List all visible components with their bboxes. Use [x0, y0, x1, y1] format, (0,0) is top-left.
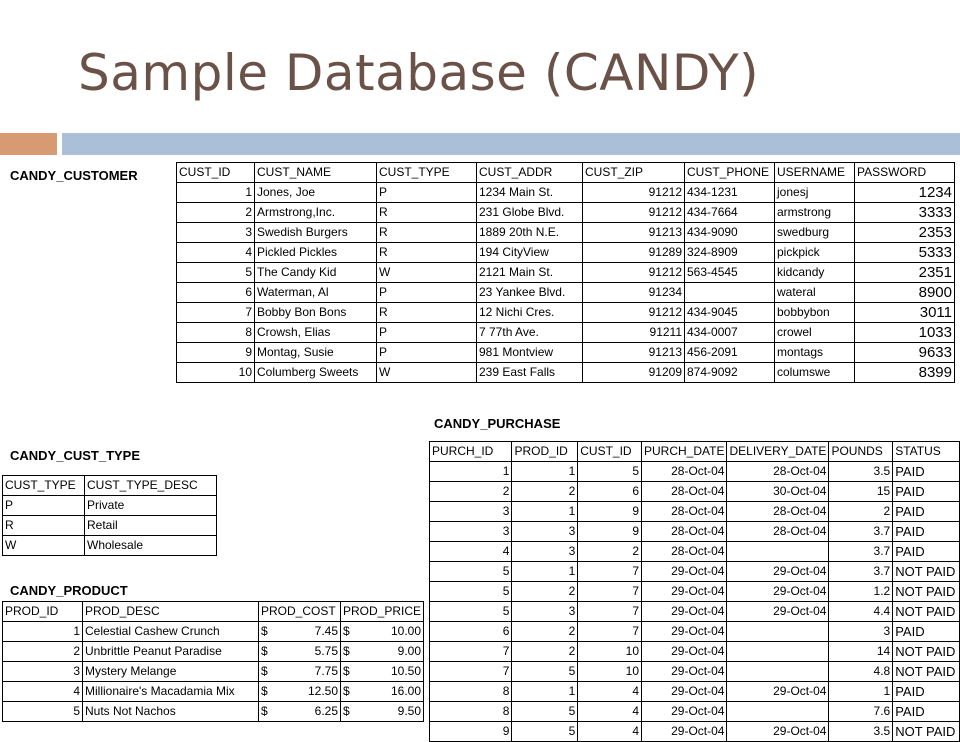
table-cell: pickpick: [775, 243, 855, 263]
currency-value: 10.50: [391, 664, 422, 678]
table-cell: 91212: [583, 203, 685, 223]
table-cell: 1: [829, 682, 893, 702]
table-cell: 7: [578, 622, 642, 642]
currency-symbol: $: [343, 624, 350, 638]
table-cell: PAID: [893, 522, 960, 542]
table-cell: 91212: [583, 263, 685, 283]
table-header-row: [3, 476, 217, 496]
table-row: [430, 662, 960, 682]
currency-symbol: $: [261, 684, 268, 698]
table-row: [430, 722, 960, 742]
table-cell: 2: [578, 542, 642, 562]
currency-symbol: $: [343, 664, 350, 678]
table-cell: 4: [430, 542, 512, 562]
table-cell: 10: [578, 642, 642, 662]
table-cell: Wholesale: [85, 536, 217, 556]
table-cell: [727, 622, 829, 642]
table-cell: 29-Oct-04: [642, 562, 727, 582]
product-table-label: CANDY_PRODUCT: [10, 583, 128, 598]
table-cell: P: [377, 183, 477, 203]
currency-symbol: $: [261, 644, 268, 658]
table-cell: 7: [177, 303, 255, 323]
column-header: CUST_TYPE: [377, 163, 477, 183]
column-header: DELIVERY_DATE: [727, 442, 829, 462]
table-cell: 3: [829, 622, 893, 642]
table-cell: [727, 542, 829, 562]
table-cell: 434-9045: [685, 303, 775, 323]
table-cell: 28-Oct-04: [727, 502, 829, 522]
table-cell: 28-Oct-04: [642, 522, 727, 542]
table-row: [177, 243, 955, 263]
table-cell: 5: [430, 602, 512, 622]
table-cell: W: [3, 536, 85, 556]
table-cell: 563-4545: [685, 263, 775, 283]
table-header-row: [177, 163, 955, 183]
table-cell: 29-Oct-04: [727, 582, 829, 602]
table-cell: 239 East Falls: [477, 363, 583, 383]
table-cell: 2: [177, 203, 255, 223]
table-cell: 5: [430, 562, 512, 582]
table-cell: 5: [3, 702, 83, 722]
column-header: CUST_ID: [578, 442, 642, 462]
table-cell: 29-Oct-04: [642, 702, 727, 722]
table-cell: 3.7: [829, 562, 893, 582]
currency-symbol: $: [343, 644, 350, 658]
table-cell: 2351: [855, 263, 955, 283]
table-cell: W: [377, 263, 477, 283]
table-row: [177, 203, 955, 223]
currency-symbol: $: [261, 664, 268, 678]
page-title: Sample Database (CANDY): [78, 44, 760, 102]
table-cell: 6: [177, 283, 255, 303]
table-cell: 4: [3, 682, 83, 702]
table-cell: 7: [578, 602, 642, 622]
table-row: [430, 542, 960, 562]
column-header: POUNDS: [829, 442, 893, 462]
table-cell: R: [377, 223, 477, 243]
column-header: PURCH_ID: [430, 442, 512, 462]
table-cell: 23 Yankee Blvd.: [477, 283, 583, 303]
table-cell: 28-Oct-04: [642, 542, 727, 562]
table-row: [3, 642, 424, 662]
cust-type-table: [2, 475, 217, 556]
table-cell: PAID: [893, 462, 960, 482]
table-cell: 874-9092: [685, 363, 775, 383]
table-cell: 29-Oct-04: [642, 722, 727, 742]
accent-bar-orange: [0, 133, 57, 155]
table-row: [177, 343, 955, 363]
table-cell: 5: [430, 582, 512, 602]
table-cell: 8: [430, 702, 512, 722]
table-cell: 5: [512, 702, 578, 722]
table-cell: 2: [512, 482, 578, 502]
table-row: [430, 482, 960, 502]
table-cell: 91289: [583, 243, 685, 263]
table-row: [3, 622, 424, 642]
table-cell: R: [377, 243, 477, 263]
table-cell: 28-Oct-04: [642, 502, 727, 522]
table-cell: 4: [177, 243, 255, 263]
table-row: [177, 183, 955, 203]
table-cell: 3011: [855, 303, 955, 323]
column-header: PASSWORD: [855, 163, 955, 183]
column-header: PURCH_DATE: [642, 442, 727, 462]
table-cell: 231 Globe Blvd.: [477, 203, 583, 223]
table-cell: 3: [430, 522, 512, 542]
table-cell: 5: [177, 263, 255, 283]
column-header: CUST_PHONE: [685, 163, 775, 183]
table-cell: [727, 702, 829, 722]
table-cell: 1033: [855, 323, 955, 343]
table-row: [177, 223, 955, 243]
table-cell: 9: [578, 522, 642, 542]
table-cell: 2: [512, 622, 578, 642]
currency-symbol: $: [261, 704, 268, 718]
table-row: [430, 622, 960, 642]
table-cell: 29-Oct-04: [642, 642, 727, 662]
table-cell: 91211: [583, 323, 685, 343]
table-row: [430, 462, 960, 482]
table-cell: 4: [578, 702, 642, 722]
table-cell: 4.8: [829, 662, 893, 682]
table-cell: 28-Oct-04: [727, 522, 829, 542]
table-cell: 324-8909: [685, 243, 775, 263]
table-row: [430, 502, 960, 522]
column-header: STATUS: [893, 442, 960, 462]
table-cell: P: [377, 283, 477, 303]
table-row: [430, 702, 960, 722]
table-cell: 29-Oct-04: [727, 562, 829, 582]
table-cell: 1: [430, 462, 512, 482]
table-cell: 5: [512, 722, 578, 742]
customer-table-label: CANDY_CUSTOMER: [10, 168, 138, 183]
table-cell: [259, 662, 341, 682]
cust-type-table-label: CANDY_CUST_TYPE: [10, 448, 141, 463]
table-cell: Nuts Not Nachos: [83, 702, 259, 722]
table-cell: Columberg Sweets: [255, 363, 377, 383]
table-header-row: [3, 602, 424, 622]
table-cell: Waterman, Al: [255, 283, 377, 303]
table-cell: bobbybon: [775, 303, 855, 323]
table-cell: 434-1231: [685, 183, 775, 203]
table-cell: 5: [578, 462, 642, 482]
table-cell: 456-2091: [685, 343, 775, 363]
table-cell: 10: [578, 662, 642, 682]
table-cell: Montag, Susie: [255, 343, 377, 363]
table-cell: 29-Oct-04: [642, 582, 727, 602]
table-cell: kidcandy: [775, 263, 855, 283]
table-cell: 2: [430, 482, 512, 502]
column-header: CUST_ADDR: [477, 163, 583, 183]
table-cell: 4: [578, 682, 642, 702]
table-cell: montags: [775, 343, 855, 363]
currency-value: 12.50: [307, 684, 338, 698]
table-cell: 5: [512, 662, 578, 682]
table-cell: P: [377, 343, 477, 363]
table-cell: 8: [430, 682, 512, 702]
table-cell: 1: [512, 502, 578, 522]
table-cell: 2: [512, 642, 578, 662]
table-cell: 8: [177, 323, 255, 343]
table-cell: [727, 642, 829, 662]
table-cell: 3.5: [829, 462, 893, 482]
table-cell: 91212: [583, 303, 685, 323]
table-cell: PAID: [893, 542, 960, 562]
table-cell: NOT PAID: [893, 602, 960, 622]
table-cell: 3: [430, 502, 512, 522]
table-header-row: [430, 442, 960, 462]
table-cell: 3: [512, 542, 578, 562]
table-cell: [259, 622, 341, 642]
table-cell: 29-Oct-04: [727, 722, 829, 742]
table-cell: 9: [578, 502, 642, 522]
table-cell: 3: [3, 662, 83, 682]
table-row: [3, 702, 424, 722]
product-table: [2, 601, 424, 722]
currency-value: 9.00: [397, 644, 422, 658]
table-row: [430, 682, 960, 702]
table-cell: [259, 682, 341, 702]
table-cell: 2: [512, 582, 578, 602]
table-cell: 1: [512, 682, 578, 702]
table-cell: Mystery Melange: [83, 662, 259, 682]
table-cell: 30-Oct-04: [727, 482, 829, 502]
table-cell: R: [377, 303, 477, 323]
table-cell: swedburg: [775, 223, 855, 243]
table-row: [430, 582, 960, 602]
column-header: PROD_ID: [3, 602, 83, 622]
currency-value: 7.75: [314, 664, 338, 678]
table-cell: 29-Oct-04: [642, 602, 727, 622]
table-cell: 9633: [855, 343, 955, 363]
column-header: USERNAME: [775, 163, 855, 183]
table-cell: 29-Oct-04: [727, 682, 829, 702]
table-cell: 6: [578, 482, 642, 502]
table-cell: 2121 Main St.: [477, 263, 583, 283]
table-cell: [727, 662, 829, 682]
table-cell: PAID: [893, 502, 960, 522]
table-cell: 3: [512, 602, 578, 622]
table-cell: 29-Oct-04: [642, 682, 727, 702]
table-cell: [341, 682, 424, 702]
table-cell: 2: [829, 502, 893, 522]
table-cell: Swedish Burgers: [255, 223, 377, 243]
table-cell: Private: [85, 496, 217, 516]
table-cell: NOT PAID: [893, 582, 960, 602]
table-cell: 3.5: [829, 722, 893, 742]
table-cell: NOT PAID: [893, 562, 960, 582]
table-cell: [259, 702, 341, 722]
table-cell: PAID: [893, 702, 960, 722]
table-cell: wateral: [775, 283, 855, 303]
column-header: PROD_PRICE: [341, 602, 424, 622]
table-cell: 1.2: [829, 582, 893, 602]
currency-symbol: $: [261, 624, 268, 638]
column-header: CUST_ZIP: [583, 163, 685, 183]
table-cell: [341, 702, 424, 722]
table-cell: 28-Oct-04: [727, 462, 829, 482]
currency-value: 6.25: [314, 704, 338, 718]
table-cell: 4: [578, 722, 642, 742]
currency-symbol: $: [343, 704, 350, 718]
table-cell: 7: [430, 642, 512, 662]
table-cell: crowel: [775, 323, 855, 343]
table-cell: R: [377, 203, 477, 223]
currency-value: 7.45: [314, 624, 338, 638]
table-cell: 3: [512, 522, 578, 542]
table-cell: R: [3, 516, 85, 536]
table-cell: 1: [177, 183, 255, 203]
currency-value: 5.75: [314, 644, 338, 658]
table-cell: 7: [578, 562, 642, 582]
table-row: [3, 662, 424, 682]
table-cell: [259, 642, 341, 662]
column-header: CUST_TYPE_DESC: [85, 476, 217, 496]
table-cell: 91234: [583, 283, 685, 303]
table-cell: columswe: [775, 363, 855, 383]
table-cell: Bobby Bon Bons: [255, 303, 377, 323]
table-cell: 6: [430, 622, 512, 642]
column-header: PROD_ID: [512, 442, 578, 462]
table-cell: PAID: [893, 682, 960, 702]
table-row: [177, 283, 955, 303]
table-cell: [341, 642, 424, 662]
table-cell: 434-9090: [685, 223, 775, 243]
customer-table: [176, 162, 955, 383]
table-cell: PAID: [893, 622, 960, 642]
table-cell: 3.7: [829, 542, 893, 562]
table-cell: 1889 20th N.E.: [477, 223, 583, 243]
table-cell: 91212: [583, 183, 685, 203]
table-cell: 1234 Main St.: [477, 183, 583, 203]
table-cell: Retail: [85, 516, 217, 536]
table-cell: 7.6: [829, 702, 893, 722]
table-cell: 8399: [855, 363, 955, 383]
table-cell: jonesj: [775, 183, 855, 203]
table-cell: The Candy Kid: [255, 263, 377, 283]
table-cell: 9: [430, 722, 512, 742]
table-row: [3, 682, 424, 702]
table-cell: 7 77th Ave.: [477, 323, 583, 343]
table-cell: 8900: [855, 283, 955, 303]
table-cell: NOT PAID: [893, 662, 960, 682]
table-cell: P: [3, 496, 85, 516]
table-cell: [341, 622, 424, 642]
table-cell: Pickled Pickles: [255, 243, 377, 263]
table-row: [177, 263, 955, 283]
table-row: [177, 323, 955, 343]
table-cell: Millionaire's Macadamia Mix: [83, 682, 259, 702]
table-cell: Unbrittle Peanut Paradise: [83, 642, 259, 662]
table-cell: 29-Oct-04: [642, 622, 727, 642]
table-cell: 1234: [855, 183, 955, 203]
column-header: CUST_NAME: [255, 163, 377, 183]
table-row: [430, 642, 960, 662]
table-cell: 1: [512, 562, 578, 582]
column-header: PROD_DESC: [83, 602, 259, 622]
table-cell: P: [377, 323, 477, 343]
table-cell: 29-Oct-04: [642, 662, 727, 682]
table-cell: [341, 662, 424, 682]
table-cell: NOT PAID: [893, 642, 960, 662]
table-row: [3, 496, 217, 516]
table-cell: 2: [3, 642, 83, 662]
table-cell: 91213: [583, 343, 685, 363]
currency-value: 16.00: [391, 684, 422, 698]
table-cell: PAID: [893, 482, 960, 502]
table-cell: 1: [512, 462, 578, 482]
table-cell: 15: [829, 482, 893, 502]
table-row: [3, 536, 217, 556]
table-cell: 7: [578, 582, 642, 602]
column-header: CUST_ID: [177, 163, 255, 183]
purchase-table-label: CANDY_PURCHASE: [434, 416, 561, 431]
table-cell: 91213: [583, 223, 685, 243]
table-row: [3, 516, 217, 536]
table-row: [430, 562, 960, 582]
table-cell: 194 CityView: [477, 243, 583, 263]
column-header: CUST_TYPE: [3, 476, 85, 496]
table-cell: Celestial Cashew Crunch: [83, 622, 259, 642]
table-cell: 981 Montview: [477, 343, 583, 363]
currency-symbol: $: [343, 684, 350, 698]
purchase-table: [429, 441, 960, 742]
table-cell: 91209: [583, 363, 685, 383]
table-cell: 2353: [855, 223, 955, 243]
table-cell: NOT PAID: [893, 722, 960, 742]
table-cell: 1: [3, 622, 83, 642]
table-cell: 12 Nichi Cres.: [477, 303, 583, 323]
table-row: [177, 303, 955, 323]
table-cell: W: [377, 363, 477, 383]
table-cell: 10: [177, 363, 255, 383]
accent-bar-blue: [62, 133, 960, 155]
table-cell: 14: [829, 642, 893, 662]
currency-value: 9.50: [397, 704, 422, 718]
table-row: [430, 602, 960, 622]
table-cell: 5333: [855, 243, 955, 263]
table-cell: 4.4: [829, 602, 893, 622]
currency-value: 10.00: [391, 624, 422, 638]
table-row: [430, 522, 960, 542]
table-cell: 7: [430, 662, 512, 682]
table-cell: Armstrong,Inc.: [255, 203, 377, 223]
table-cell: 28-Oct-04: [642, 482, 727, 502]
table-cell: 3: [177, 223, 255, 243]
column-header: PROD_COST: [259, 602, 341, 622]
table-cell: armstrong: [775, 203, 855, 223]
table-cell: 434-7664: [685, 203, 775, 223]
table-row: [177, 363, 955, 383]
table-cell: 29-Oct-04: [727, 602, 829, 622]
table-cell: 3.7: [829, 522, 893, 542]
table-cell: 434-0007: [685, 323, 775, 343]
table-cell: Crowsh, Elias: [255, 323, 377, 343]
table-cell: 9: [177, 343, 255, 363]
table-cell: 3333: [855, 203, 955, 223]
table-cell: 28-Oct-04: [642, 462, 727, 482]
table-cell: [685, 283, 775, 303]
table-cell: Jones, Joe: [255, 183, 377, 203]
